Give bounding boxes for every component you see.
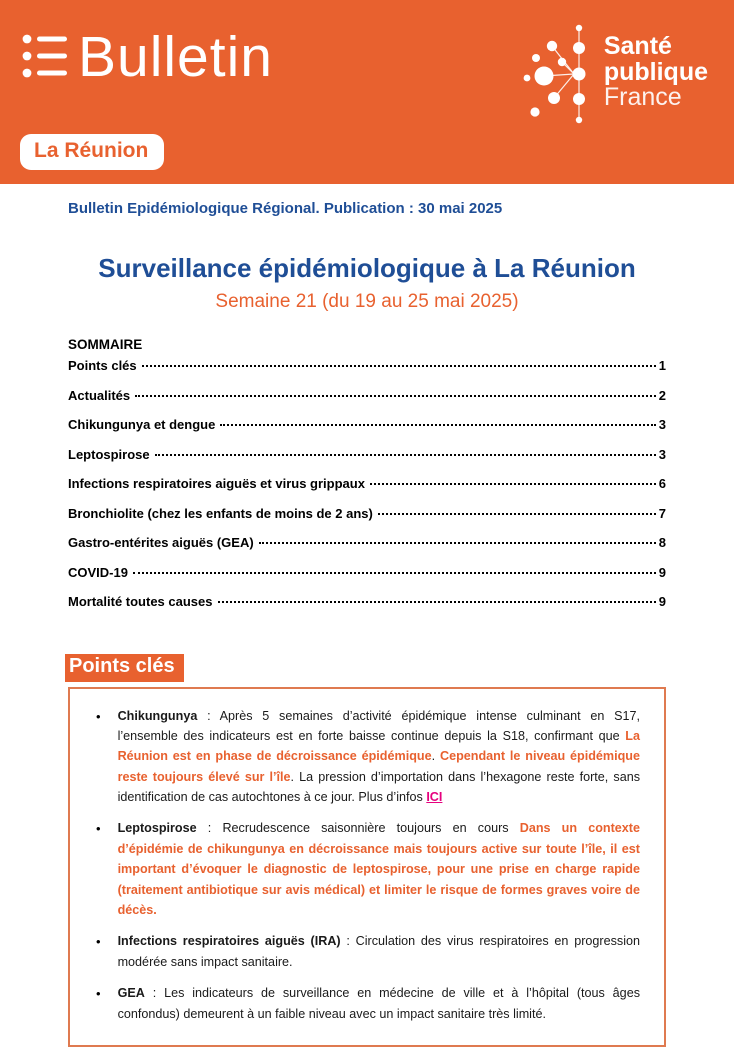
key-point-item (96, 983, 640, 1024)
bulletin-logo (22, 26, 273, 88)
toc-item[interactable] (68, 388, 666, 418)
text-segment: : Circulation des virus respiratoires en progression modérée sans impact sanitaire. (117, 934, 640, 969)
toc-item-label: Actualités (68, 387, 131, 403)
key-point-text (118, 706, 640, 808)
key-points-box (68, 687, 666, 1047)
toc-item-page: 8 (658, 535, 666, 550)
toc-item[interactable] (68, 447, 666, 477)
ici-link[interactable]: ICI (426, 790, 443, 805)
toc (68, 337, 666, 624)
toc-item-label: Mortalité toutes causes (68, 594, 213, 609)
toc-item-label: Gastro-entérites aiguës (GEA) (68, 535, 254, 550)
main-content (0, 200, 734, 1047)
toc-item[interactable] (68, 565, 666, 595)
toc-item[interactable] (68, 417, 666, 447)
bullet-icon: • (96, 986, 101, 1002)
spf-line-sante: Santé (603, 32, 672, 60)
page-title: Surveillance épidémiologique à La Réunion (98, 253, 636, 283)
spf-line-france: France (603, 83, 682, 111)
text-segment: : Recrudescence saisonnière toujours en cours (196, 821, 520, 836)
toc-item[interactable] (68, 506, 666, 536)
text-segment: : Après 5 semaines d’activité épidémique intense culminant en S17, l’ensemble des indicateurs est en forte baisse continue depuis la S18, confirmant que (117, 708, 640, 743)
text-segment: La Réunion est en phase de décroissance épidémique (117, 728, 640, 764)
toc-item[interactable] (68, 476, 666, 506)
toc-item-page: 9 (658, 594, 666, 609)
toc-leader-dots (142, 365, 656, 367)
toc-heading: SOMMAIRE (68, 337, 143, 352)
publication-line: Bulletin Epidémiologique Régional. Publication : 30 mai 2025 (68, 200, 503, 217)
toc-item[interactable] (68, 535, 666, 565)
text-segment: . (431, 749, 440, 764)
toc-item-page: 3 (658, 446, 666, 462)
toc-item-page: 7 (658, 505, 666, 521)
toc-list (68, 358, 666, 624)
toc-item-page: 3 (658, 417, 666, 432)
page-subtitle: Semaine 21 (du 19 au 25 mai 2025) (215, 291, 519, 312)
toc-item[interactable] (68, 358, 666, 388)
text-segment: Cependant le niveau épidémique reste toujours élevé sur l’île (117, 749, 641, 784)
key-point-text (118, 983, 640, 1024)
key-points-heading: Points clés (65, 654, 184, 682)
toc-item-label: Leptospirose (68, 446, 150, 462)
toc-item-label: Points clés (68, 358, 137, 373)
text-segment: GEA (117, 986, 145, 1001)
toc-item-page: 9 (658, 564, 666, 580)
toc-leader-dots (155, 454, 656, 456)
text-segment: Leptospirose (117, 821, 197, 836)
text-segment: . La pression d’importation dans l’hexagone reste forte, sans identification de cas autochtones à ce jour. Plus d’infos (117, 769, 640, 805)
key-point-item (96, 818, 640, 920)
toc-leader-dots (220, 424, 655, 426)
key-point-text (118, 931, 640, 972)
bullet-icon: • (96, 821, 101, 837)
toc-leader-dots (370, 483, 656, 485)
bullet-icon: • (96, 934, 101, 950)
key-points-list (96, 706, 640, 1024)
spf-logo-text (604, 34, 708, 111)
key-point-item (96, 931, 640, 972)
network-dots-icon (522, 20, 596, 128)
toc-item-label: Chikungunya et dengue (68, 417, 216, 432)
text-segment: : Les indicateurs de surveillance en médecine de ville et à l’hôpital (tous âges confondus) demeurent à un faible niveau avec un impact sanitaire très limité. (117, 986, 640, 1021)
toc-item-page: 6 (658, 476, 666, 491)
text-segment: Chikungunya (117, 708, 198, 723)
toc-item-page: 1 (658, 358, 666, 373)
list-icon (22, 26, 68, 88)
brand-title: Bulletin (78, 24, 273, 89)
bullet-icon: • (96, 708, 101, 724)
text-segment: Infections respiratoires aiguës (IRA) (117, 934, 341, 949)
toc-leader-dots (133, 572, 656, 574)
region-badge: La Réunion (20, 134, 164, 170)
toc-item-label: Bronchiolite (chez les enfants de moins de 2 ans) (68, 505, 373, 521)
spf-line-publique: publique (603, 57, 708, 86)
toc-leader-dots (218, 601, 656, 603)
toc-item-label: Infections respiratoires aiguës et virus grippaux (68, 476, 365, 491)
key-points-section (68, 624, 666, 1047)
header-band (0, 0, 734, 184)
toc-item[interactable] (68, 594, 666, 624)
key-point-text (118, 818, 640, 920)
text-segment: Dans un contexte d’épidémie de chikungunya en décroissance mais toujours active sur toute l’île, il est important d’évoquer le diagnostic de leptospirose, pour une prise en charge rapide (traitement antibiotique sur avis médical) et limiter le risque de formes graves voire de décès. (117, 821, 641, 918)
toc-item-label: COVID-19 (68, 564, 128, 580)
toc-leader-dots (259, 542, 656, 544)
key-point-item (96, 706, 640, 808)
toc-leader-dots (135, 395, 656, 397)
sante-publique-france-logo (522, 20, 708, 128)
toc-leader-dots (378, 513, 656, 515)
toc-item-page: 2 (658, 387, 666, 403)
